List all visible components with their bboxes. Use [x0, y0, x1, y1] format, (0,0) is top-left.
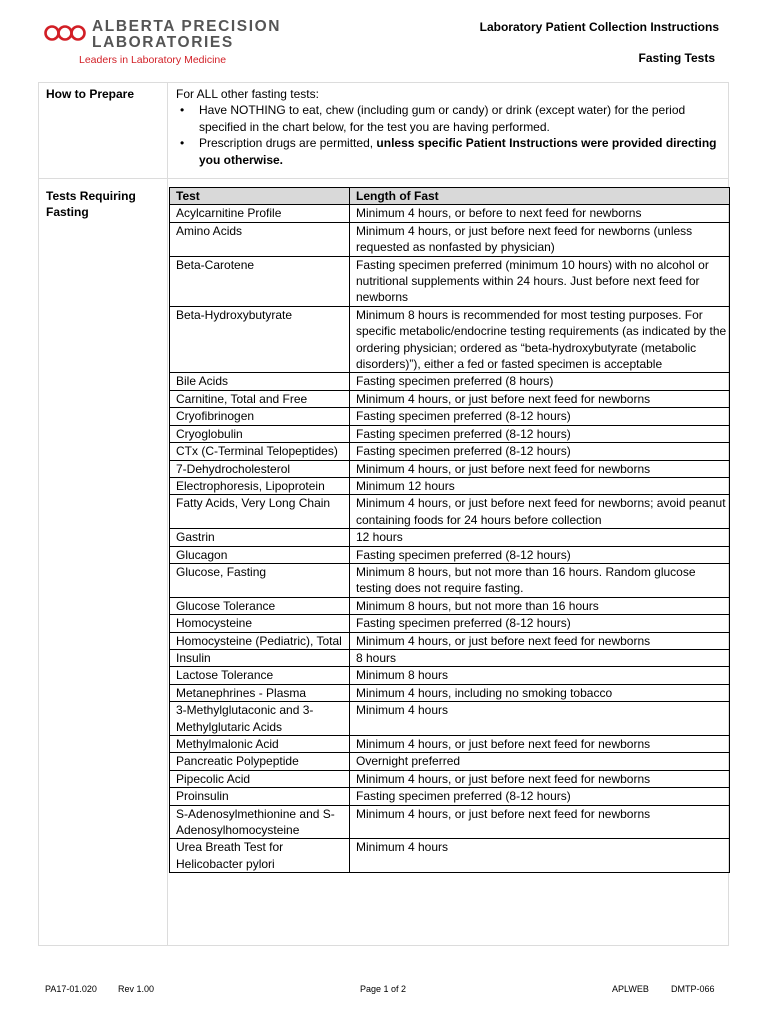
fast-length-cell: Minimum 4 hours, or just before next feed for newborns	[350, 460, 730, 477]
fast-length-cell: Overnight preferred	[350, 753, 730, 770]
fast-length-cell: Minimum 12 hours	[350, 477, 730, 494]
table-row	[170, 529, 730, 546]
document-subtitle: Fasting Tests	[638, 51, 715, 65]
tests-requiring-fasting-label: Tests Requiring Fasting	[46, 189, 136, 219]
fast-length-cell: Minimum 4 hours, including no smoking tobacco	[350, 684, 730, 701]
fast-length-cell: Minimum 4 hours	[350, 839, 730, 873]
table-row	[170, 563, 730, 597]
fast-length-cell: Minimum 4 hours, or just before next feed for newborns	[350, 390, 730, 407]
section-divider	[38, 178, 729, 179]
table-row	[170, 373, 730, 390]
column-header-length: Length of Fast	[350, 188, 730, 205]
table-row	[170, 615, 730, 632]
fast-length-cell: Fasting specimen preferred (8-12 hours)	[350, 615, 730, 632]
table-row	[170, 684, 730, 701]
prepare-bullet-emphasis: unless specific Patient Instructions were provided directing you otherwise.	[199, 136, 717, 167]
table-row	[170, 443, 730, 460]
fast-length-cell: Minimum 4 hours, or just before next feed for newborns	[350, 632, 730, 649]
prepare-bullet-text: Prescription drugs are permitted,	[199, 136, 377, 151]
test-name-cell: 7-Dehydrocholesterol	[170, 460, 350, 477]
test-name-cell: Proinsulin	[170, 788, 350, 805]
table-row	[170, 222, 730, 256]
test-name-cell: Methylmalonic Acid	[170, 736, 350, 753]
fasting-tests-table	[169, 187, 730, 873]
table-row	[170, 205, 730, 222]
fast-length-cell: 8 hours	[350, 649, 730, 666]
table-row	[170, 460, 730, 477]
table-row	[170, 390, 730, 407]
fast-length-cell: Minimum 4 hours	[350, 702, 730, 736]
fast-length-cell: Fasting specimen preferred (8 hours)	[350, 373, 730, 390]
fast-length-cell: Minimum 8 hours	[350, 667, 730, 684]
test-name-cell: Gastrin	[170, 529, 350, 546]
table-row	[170, 425, 730, 442]
fast-length-cell: Minimum 8 hours is recommended for most testing purposes. For specific metabolic/endocrine testing requirements (as indicated by the ordering physician; ordered as “beta-hydroxybutyrate (metabolic disorders)”), either a fed or fasted specimen is acceptable	[350, 306, 730, 373]
table-header-row	[170, 188, 730, 205]
table-row	[170, 477, 730, 494]
test-name-cell: Homocysteine	[170, 615, 350, 632]
fast-length-cell: Fasting specimen preferred (minimum 10 hours) with no alcohol or nutritional supplements within 24 hours. Just before next feed for newborns	[350, 256, 730, 306]
table-row	[170, 839, 730, 873]
column-divider	[167, 82, 168, 946]
table-row	[170, 667, 730, 684]
table-row	[170, 736, 730, 753]
test-name-cell: Pipecolic Acid	[170, 770, 350, 787]
test-name-cell: Fatty Acids, Very Long Chain	[170, 495, 350, 529]
test-name-cell: Cryoglobulin	[170, 425, 350, 442]
table-row	[170, 805, 730, 839]
table-row	[170, 632, 730, 649]
how-to-prepare-label: How to Prepare	[46, 87, 135, 101]
table-body	[170, 205, 730, 873]
fast-length-cell: Minimum 8 hours, but not more than 16 hours	[350, 597, 730, 614]
footer-form-id: DMTP-066	[671, 984, 715, 994]
table-row	[170, 306, 730, 373]
prepare-bullet	[176, 135, 726, 168]
test-name-cell: Urea Breath Test for Helicobacter pylori	[170, 839, 350, 873]
table-row	[170, 649, 730, 666]
org-name-line2: LABORATORIES	[92, 34, 234, 51]
organization-logo	[44, 18, 304, 74]
test-name-cell: Acylcarnitine Profile	[170, 205, 350, 222]
test-name-cell: Glucagon	[170, 546, 350, 563]
prepare-bullet-text: Have NOTHING to eat, chew (including gum or candy) or drink (except water) for the period specified in the chart below, for the test you are having performed.	[199, 103, 686, 134]
table-row	[170, 770, 730, 787]
how-to-prepare-content	[176, 86, 726, 168]
test-name-cell: Bile Acids	[170, 373, 350, 390]
org-tagline: Leaders in Laboratory Medicine	[79, 54, 227, 66]
prepare-bullet	[176, 102, 726, 135]
footer-page-number: Page 1 of 2	[360, 984, 407, 994]
test-name-cell: S-Adenosylmethionine and S-Adenosylhomocysteine	[170, 805, 350, 839]
test-name-cell: Metanephrines - Plasma	[170, 684, 350, 701]
footer-revision: Rev 1.00	[118, 984, 155, 994]
bullet-icon: •	[180, 136, 185, 151]
fast-length-cell: Minimum 4 hours, or just before next feed for newborns	[350, 770, 730, 787]
test-name-cell: Electrophoresis, Lipoprotein	[170, 477, 350, 494]
document-title: Laboratory Patient Collection Instructions	[479, 20, 719, 34]
fast-length-cell: Fasting specimen preferred (8-12 hours)	[350, 443, 730, 460]
fast-length-cell: Minimum 4 hours, or just before next feed for newborns (unless requested as nonfasted by physician)	[350, 222, 730, 256]
table-row	[170, 495, 730, 529]
org-name-line1: ALBERTA PRECISION	[92, 18, 282, 35]
test-name-cell: Amino Acids	[170, 222, 350, 256]
column-header-test: Test	[170, 188, 350, 205]
test-name-cell: Lactose Tolerance	[170, 667, 350, 684]
fast-length-cell: Fasting specimen preferred (8-12 hours)	[350, 425, 730, 442]
prepare-intro: For ALL other fasting tests:	[176, 87, 319, 101]
test-name-cell: Insulin	[170, 649, 350, 666]
test-name-cell: Pancreatic Polypeptide	[170, 753, 350, 770]
table-row	[170, 256, 730, 306]
logo-rings-icon	[44, 24, 86, 42]
table-row	[170, 788, 730, 805]
fast-length-cell: Fasting specimen preferred (8-12 hours)	[350, 788, 730, 805]
fast-length-cell: Fasting specimen preferred (8-12 hours)	[350, 408, 730, 425]
fast-length-cell: Minimum 4 hours, or just before next feed for newborns; avoid peanut containing foods for 24 hours before collection	[350, 495, 730, 529]
test-name-cell: Beta-Carotene	[170, 256, 350, 306]
test-name-cell: CTx (C-Terminal Telopeptides)	[170, 443, 350, 460]
test-name-cell: Beta-Hydroxybutyrate	[170, 306, 350, 373]
fast-length-cell: Minimum 4 hours, or before to next feed for newborns	[350, 205, 730, 222]
table-row	[170, 408, 730, 425]
bullet-icon: •	[180, 103, 185, 118]
fast-length-cell: 12 hours	[350, 529, 730, 546]
table-row	[170, 597, 730, 614]
test-name-cell: Cryofibrinogen	[170, 408, 350, 425]
test-name-cell: Carnitine, Total and Free	[170, 390, 350, 407]
fast-length-cell: Minimum 8 hours, but not more than 16 hours. Random glucose testing does not require fasting.	[350, 563, 730, 597]
table-row	[170, 702, 730, 736]
footer-doc-code: PA17-01.020	[45, 984, 97, 994]
fast-length-cell: Minimum 4 hours, or just before next feed for newborns	[350, 805, 730, 839]
test-name-cell: Glucose Tolerance	[170, 597, 350, 614]
fast-length-cell: Minimum 4 hours, or just before next feed for newborns	[350, 736, 730, 753]
table-row	[170, 753, 730, 770]
test-name-cell: 3-Methylglutaconic and 3-Methylglutaric Acids	[170, 702, 350, 736]
table-row	[170, 546, 730, 563]
footer-source: APLWEB	[612, 984, 649, 994]
fast-length-cell: Fasting specimen preferred (8-12 hours)	[350, 546, 730, 563]
test-name-cell: Homocysteine (Pediatric), Total	[170, 632, 350, 649]
test-name-cell: Glucose, Fasting	[170, 563, 350, 597]
